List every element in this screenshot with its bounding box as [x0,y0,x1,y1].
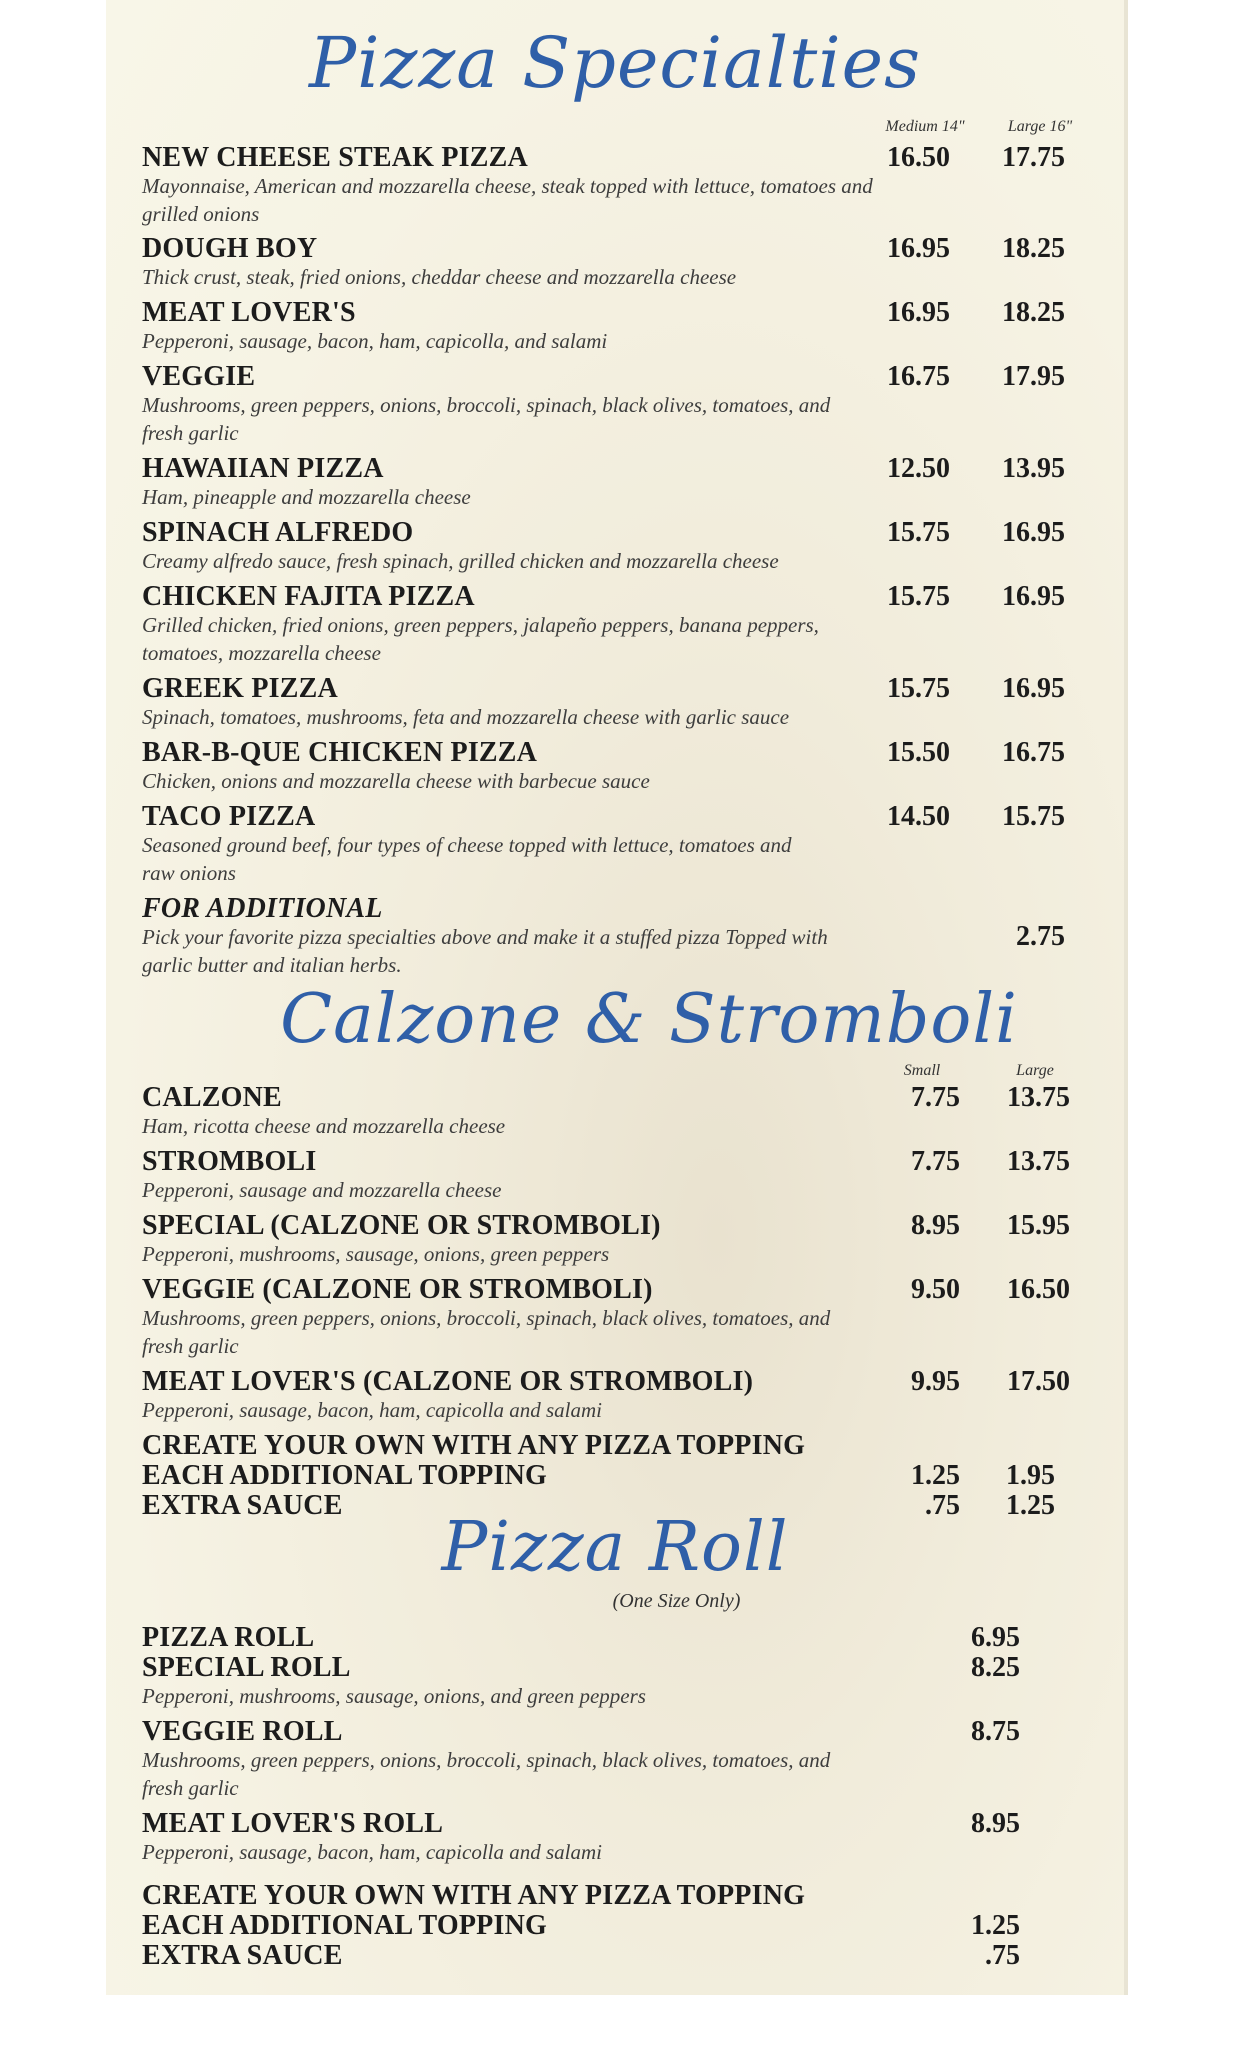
menu-item-description: Mushrooms, green peppers, onions, broccoli, spinach, black olives, tomatoes, and fresh garlic [142,1306,831,1358]
price-large: 15.75 [1002,801,1065,832]
menu-item-description: Pepperoni, sausage, bacon, ham, capicolla and salami [142,1398,603,1422]
menu-item-description: Ham, ricotta cheese and mozzarella cheese [142,1114,506,1138]
price-small: 8.95 [911,1210,960,1241]
menu-item-name: MEAT LOVER'S ROLL [142,1808,444,1839]
price-medium: 12.50 [887,453,950,484]
price-medium: 15.75 [887,517,950,548]
section-title-pizza-roll: Pizza Roll [441,1508,789,1587]
price-large: 1.25 [1006,1490,1055,1521]
menu-item-description: Mayonnaise, American and mozzarella cheese, steak topped with lettuce, tomatoes and grilled onions [142,174,873,226]
menu-item-description: Pick your favorite pizza specialties above and make it a stuffed pizza Topped with garlic butter and italian herbs. [142,925,828,977]
section-subtitle: (One Size Only) [612,1590,741,1612]
price-large: 17.50 [1007,1366,1070,1397]
price-small: 7.75 [911,1146,960,1177]
price: 8.95 [971,1808,1020,1839]
extra-sauce-line: EXTRA SAUCE [142,1940,343,1971]
menu-item-description: Pepperoni, sausage, bacon, ham, capicolla and salami [142,1840,603,1864]
price: 8.75 [971,1716,1020,1747]
menu-item-description: Grilled chicken, fried onions, green peppers, jalapeño peppers, banana peppers, tomatoes, mozzarella cheese [142,613,819,665]
menu-item-name: VEGGIE (CALZONE OR STROMBOLI) [142,1274,653,1305]
price-large: 16.95 [1002,581,1065,612]
price-medium: 16.95 [887,297,950,328]
create-your-own-line: CREATE YOUR OWN WITH ANY PIZZA TOPPING [142,1430,806,1461]
price-large: 13.75 [1007,1082,1070,1113]
menu-item-description: Spinach, tomatoes, mushrooms, feta and mozzarella cheese with garlic sauce [142,705,790,729]
size-header-large: Large [1016,1062,1054,1079]
menu-item-description: Pepperoni, sausage and mozzarella cheese [142,1178,502,1202]
additional-topping-line: EACH ADDITIONAL TOPPING [142,1460,547,1491]
menu-item-name: BAR-B-QUE CHICKEN PIZZA [142,737,538,768]
menu-item-name: VEGGIE [142,361,256,392]
price-large: 13.95 [1002,453,1065,484]
price-large: 15.95 [1007,1210,1070,1241]
menu-item-name: STROMBOLI [142,1146,317,1177]
price-large: 16.95 [1002,517,1065,548]
price-large: 16.75 [1002,737,1065,768]
price-large: 16.50 [1007,1274,1070,1305]
additional-topping-line: EACH ADDITIONAL TOPPING [142,1910,547,1941]
price-medium: 15.50 [887,737,950,768]
menu-item-name: GREEK PIZZA [142,673,338,704]
menu-item-name: TACO PIZZA [142,801,316,832]
menu-item-name: CHICKEN FAJITA PIZZA [142,581,475,612]
menu-item-name: SPECIAL (CALZONE OR STROMBOLI) [142,1210,661,1241]
price-large: 13.75 [1007,1146,1070,1177]
price-small: 7.75 [911,1082,960,1113]
extra-sauce-line: EXTRA SAUCE [142,1490,343,1521]
menu-item-description: Mushrooms, green peppers, onions, broccoli, spinach, black olives, tomatoes, and fresh garlic [142,1748,831,1800]
section-title-pizza-specialties: Pizza Specialties [309,22,921,104]
menu-item-name: FOR ADDITIONAL [142,893,383,924]
price-large: 16.95 [1002,673,1065,704]
menu-item-name: SPINACH ALFREDO [142,517,414,548]
price: .75 [985,1940,1020,1971]
section-title-calzone-stromboli: Calzone & Stromboli [280,980,1018,1059]
price-medium: 16.95 [887,233,950,264]
menu-item-name: NEW CHEESE STEAK PIZZA [142,142,528,173]
price-small: .75 [925,1490,960,1521]
menu-item-description: Mushrooms, green peppers, onions, broccoli, spinach, black olives, tomatoes, and fresh garlic [142,393,831,445]
price-medium: 15.75 [887,581,950,612]
menu-item-description: Thick crust, steak, fried onions, cheddar cheese and mozzarella cheese [142,265,737,289]
create-your-own-line: CREATE YOUR OWN WITH ANY PIZZA TOPPING [142,1880,806,1911]
menu-item-description: Pepperoni, sausage, bacon, ham, capicolla, and salami [142,329,608,353]
size-header-medium: Medium 14" [885,118,965,135]
price-medium: 16.50 [887,142,950,173]
price-large: 17.75 [1002,142,1065,173]
menu-item-description: Chicken, onions and mozzarella cheese with barbecue sauce [142,769,650,793]
price-medium: 16.75 [887,361,950,392]
price: 6.95 [971,1622,1020,1653]
menu-item-description: Seasoned ground beef, four types of cheese topped with lettuce, tomatoes and raw onions [142,833,792,885]
price-small: 9.95 [911,1366,960,1397]
menu-item-description: Creamy alfredo sauce, fresh spinach, grilled chicken and mozzarella cheese [142,549,779,573]
menu-item-description: Pepperoni, mushrooms, sausage, onions, green peppers [142,1242,610,1266]
price-small: 9.50 [911,1274,960,1305]
menu-item-name: SPECIAL ROLL [142,1652,351,1683]
menu-item-name: HAWAIIAN PIZZA [142,453,384,484]
size-header-large: Large 16" [1007,118,1073,135]
price-large: 18.25 [1002,297,1065,328]
menu-item-name: VEGGIE ROLL [142,1716,343,1747]
menu-item-name: CALZONE [142,1082,282,1113]
price-medium: 14.50 [887,801,950,832]
menu-item-name: DOUGH BOY [142,233,318,264]
menu-item-name: MEAT LOVER'S (CALZONE OR STROMBOLI) [142,1366,754,1397]
menu-item-name: MEAT LOVER'S [142,297,356,328]
menu-item-name: PIZZA ROLL [142,1622,315,1653]
price-small: 1.25 [911,1460,960,1491]
price-medium: 15.75 [887,673,950,704]
price-large: 1.95 [1006,1460,1055,1491]
size-header-small: Small [903,1062,941,1079]
price-large: 18.25 [1002,233,1065,264]
price: 1.25 [971,1910,1020,1941]
price-large: 2.75 [1016,921,1065,952]
menu-item-description: Ham, pineapple and mozzarella cheese [142,485,471,509]
menu-item-description: Pepperoni, mushrooms, sausage, onions, and green peppers [142,1684,646,1708]
price: 8.25 [971,1652,1020,1683]
price-large: 17.95 [1002,361,1065,392]
